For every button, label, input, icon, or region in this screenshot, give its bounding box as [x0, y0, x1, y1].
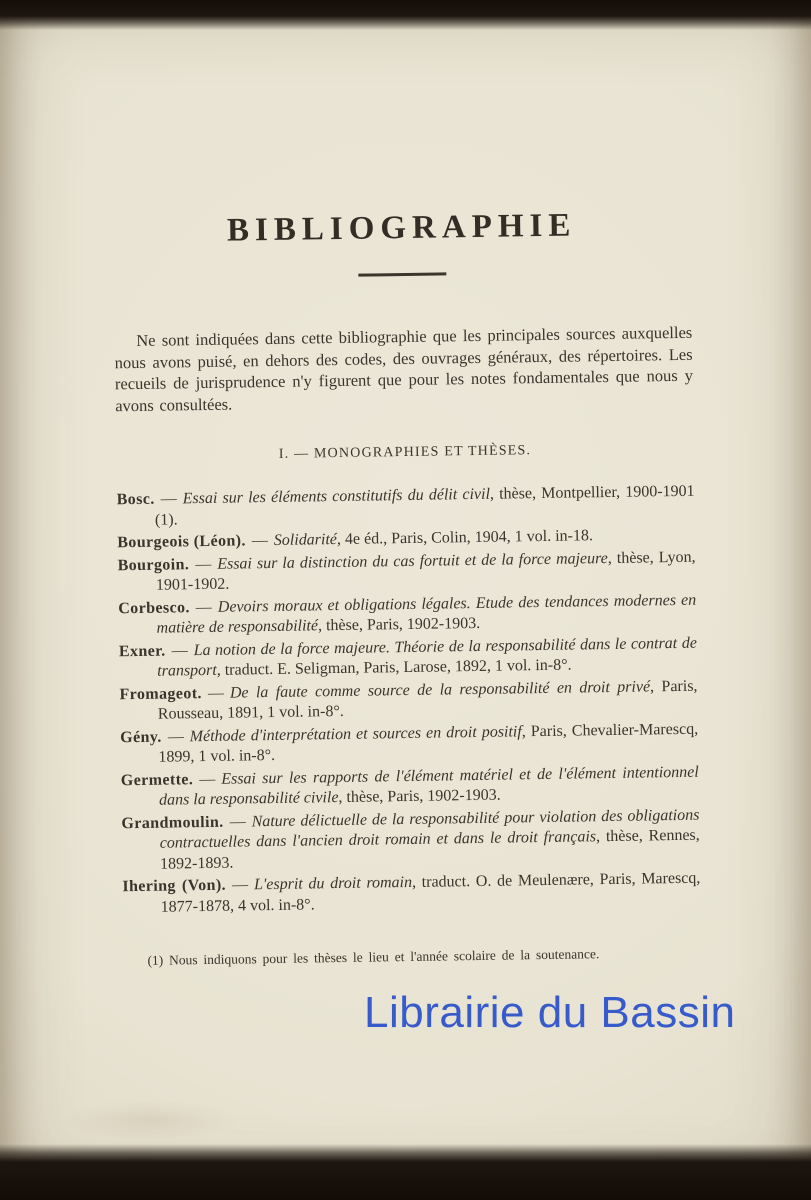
entry-dash: —	[167, 727, 184, 746]
entry-title: La notion de la force majeure. Théorie de la responsabilité dans le contrat de transport	[157, 634, 697, 680]
entry-author: Bourgoin.	[117, 555, 190, 574]
entry-title: Solidarité	[273, 531, 338, 549]
bibliography-entry	[117, 482, 696, 532]
page-title: BIBLIOGRAPHIE	[226, 207, 577, 249]
entry-details: , Paris, Rousseau, 1891, 1 vol. in-8°.	[157, 677, 698, 723]
bibliography-list	[117, 482, 701, 919]
bibliography-entry	[118, 590, 697, 640]
entry-author: Bosc.	[116, 490, 155, 509]
entry-details: , thèse, Paris, 1902-1903.	[338, 786, 501, 807]
bibliography-entry	[120, 719, 699, 769]
bibliography-entry	[119, 633, 698, 683]
bibliography-entry	[121, 805, 700, 875]
scan-edge-top	[0, 0, 811, 30]
entry-author: Bourgeois (Léon).	[117, 532, 246, 552]
bibliography-entry	[117, 547, 696, 597]
entry-dash: —	[229, 812, 246, 831]
entry-details: , thèse, Montpellier, 1900-1901 (1).	[154, 482, 695, 529]
entry-title: De la faute comme source de la responsabilité en droit privé	[229, 677, 651, 702]
entry-author: Grandmoulin.	[121, 813, 224, 832]
entry-dash: —	[160, 490, 177, 508]
entry-dash: —	[199, 770, 216, 788]
entry-details: , Paris, Chevalier-Marescq, 1899, 1 vol. in-8°.	[158, 720, 699, 766]
entry-title: Essai sur la distinction du cas fortuit et de la force majeure	[217, 549, 608, 573]
entry-details: , traduct. O. de Meulenære, Paris, Marescq, 1877-1878, 4 vol. in-8°.	[160, 869, 701, 916]
scan-edge-bottom	[0, 1144, 811, 1200]
entry-dash: —	[171, 641, 188, 659]
entry-dash: —	[195, 598, 212, 616]
entry-details: , thèse, Rennes, 1892-1893.	[159, 826, 700, 873]
section-heading: I. — MONOGRAPHIES ET THÈSES.	[278, 443, 532, 462]
entry-author: Fromageot.	[119, 684, 203, 703]
entry-title: Essai sur les rapports de l'élément matériel et de l'élément intentionnel dans la responsabilité civile	[158, 763, 699, 809]
bibliography-entry	[122, 869, 701, 919]
bibliography-entry	[119, 676, 698, 726]
entry-author: Corbesco.	[118, 598, 190, 617]
entry-details: , thèse, Paris, 1902-1903.	[317, 614, 481, 635]
entry-title: Nature délictuelle de la responsabilité pour violation des obligations contractuelles dans l'ancien droit romain et dans le droit français	[159, 806, 700, 852]
entry-title: L'esprit du droit romain	[253, 873, 413, 894]
entry-title: Devoirs moraux et obligations légales. Etude des tendances modernes en matière de responsabilité	[156, 591, 697, 637]
entry-author: Gény.	[120, 728, 162, 746]
entry-title: Méthode d'interprétation et sources en droit positif	[189, 722, 522, 745]
entry-dash: —	[251, 532, 268, 550]
paper-stain	[60, 1100, 240, 1140]
bibliography-entry	[121, 762, 700, 812]
entry-dash: —	[231, 876, 249, 894]
intro-paragraph: Ne sont indiquées dans cette bibliographie que les principales sources auxquelles nous avons puisé, en dehors des codes, des ouvrages généraux, des répertoires. Les recueils de jurisprudence n'y figurent que pour les notes fondamentales que nous y avons consultées.	[114, 322, 694, 415]
entry-author: Germette.	[120, 770, 194, 789]
entry-details: , 4e éd., Paris, Colin, 1904, 1 vol. in-18.	[336, 527, 594, 549]
bookseller-watermark: Librairie du Bassin	[364, 988, 736, 1037]
entry-author: Ihering (Von).	[122, 876, 227, 896]
entry-author: Exner.	[118, 642, 166, 660]
entry-title: Essai sur les éléments constitutifs du délit civil	[182, 485, 491, 508]
title-rule	[358, 272, 446, 276]
footnote: (1) Nous indiquons pour les thèses le lieu et l'année scolaire de la soutenance.	[147, 946, 600, 968]
entry-dash: —	[207, 684, 225, 702]
entry-details: , thèse, Lyon, 1901-1902.	[155, 548, 696, 594]
entry-dash: —	[195, 555, 212, 573]
page-content	[112, 206, 701, 970]
entry-details: , traduct. E. Seligman, Paris, Larose, 1892, 1 vol. in-8°.	[216, 656, 572, 679]
